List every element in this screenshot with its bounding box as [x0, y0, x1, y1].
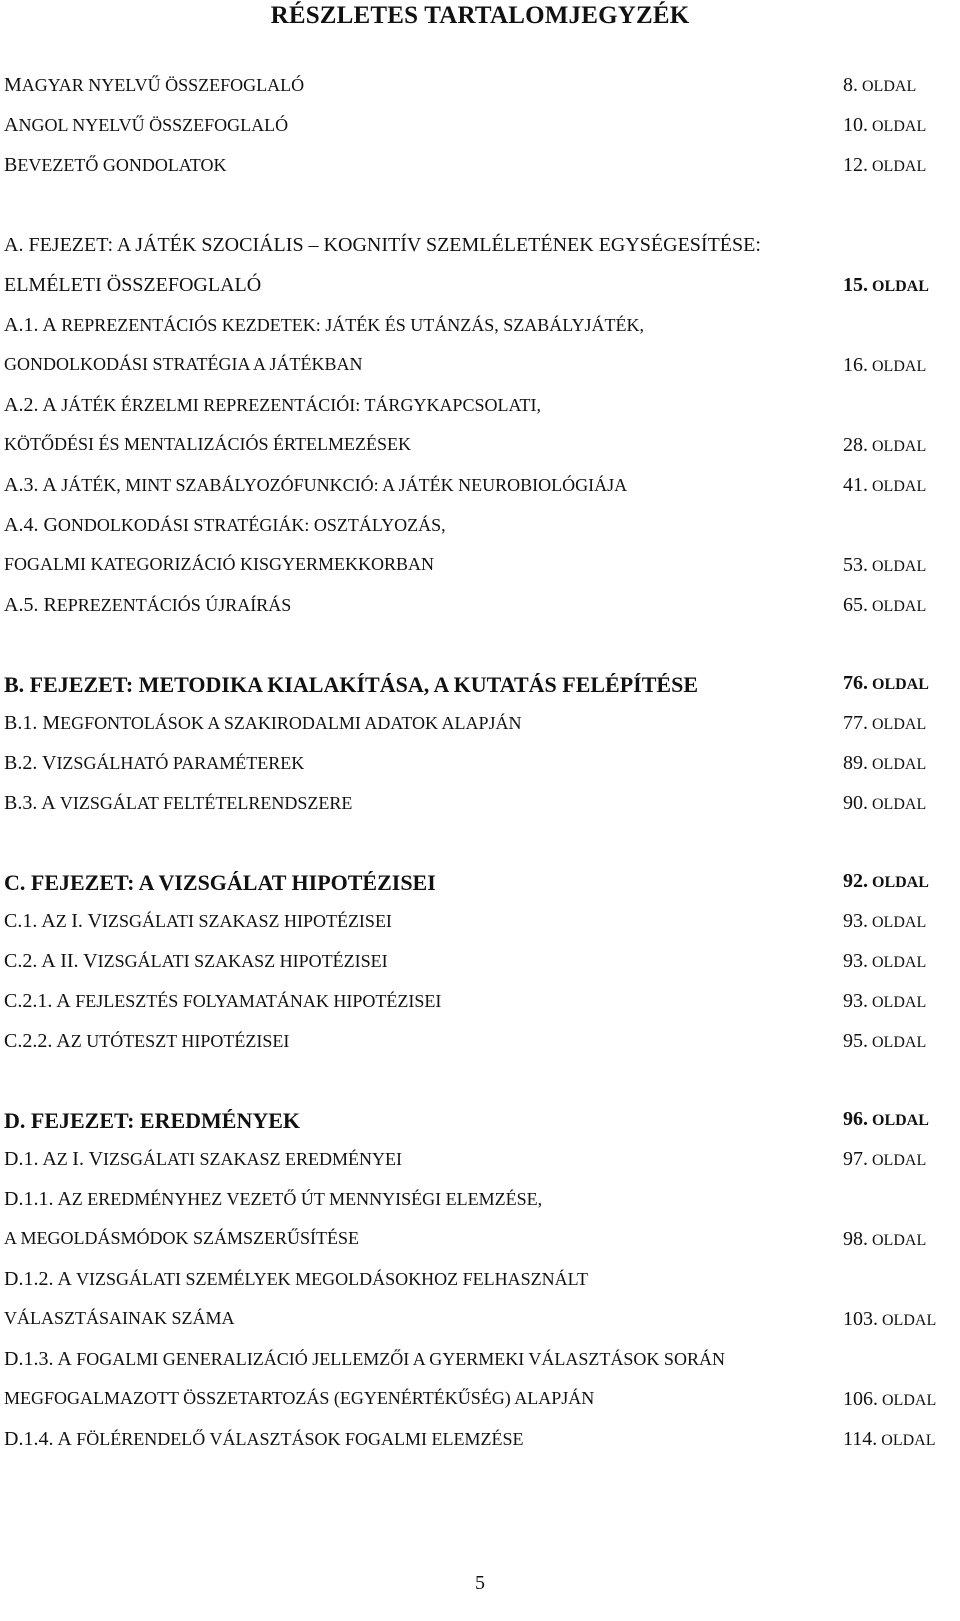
toc-entry-a5[interactable] [4, 594, 927, 626]
toc-entry-d1-1-line1[interactable] [4, 1188, 924, 1220]
toc-entry-label: C.2.2. AZ UTÓTESZT HIPOTÉZISEI [4, 1030, 290, 1052]
toc-entry-c2-2[interactable] [4, 1030, 927, 1062]
toc-entry-label: A.4. GONDOLKODÁSI STRATÉGIÁK: OSZTÁLYOZÁS, [4, 514, 446, 536]
toc-entry-label: KÖTŐDÉSI ÉS MENTALIZÁCIÓS ÉRTELMEZÉSEK [4, 434, 411, 454]
toc-page-ref: 92. OLDAL [843, 870, 929, 892]
toc-chapter-a-line2[interactable] [4, 274, 929, 306]
toc-entry-label: ANGOL NYELVŰ ÖSSZEFOGLALÓ [4, 114, 289, 136]
toc-entry-label: D.1. AZ I. VIZSGÁLATI SZAKASZ EREDMÉNYEI [4, 1148, 403, 1170]
toc-entry-a4-line2[interactable] [4, 554, 927, 586]
toc-page-ref: 96. OLDAL [843, 1108, 929, 1130]
toc-entry-label: ELMÉLETI ÖSSZEFOGLALÓ [4, 274, 262, 296]
toc-entry-d1-2-line1[interactable] [4, 1268, 924, 1300]
toc-page-ref: 8. OLDAL [843, 74, 917, 96]
toc-page-ref: 93. OLDAL [843, 950, 927, 972]
page-number: 5 [475, 1572, 485, 1594]
toc-page-ref: 97. OLDAL [843, 1148, 927, 1170]
toc-entry-label: A.5. REPREZENTÁCIÓS ÚJRAÍRÁS [4, 594, 292, 616]
toc-entry-a1-line2[interactable] [4, 354, 927, 386]
toc-chapter-c[interactable] [4, 870, 929, 902]
toc-chapter-b[interactable] [4, 672, 929, 704]
toc-entry-label: FOGALMI KATEGORIZÁCIÓ KISGYERMEKKORBAN [4, 554, 434, 574]
toc-entry-label: D.1.2. A VIZSGÁLATI SZEMÉLYEK MEGOLDÁSOKHOZ FELHASZNÁLT [4, 1268, 588, 1290]
toc-entry-b1[interactable] [4, 712, 927, 744]
toc-entry-label: A.2. A JÁTÉK ÉRZELMI REPREZENTÁCIÓI: TÁRGYKAPCSOLATI, [4, 394, 541, 416]
toc-page-ref: 93. OLDAL [843, 910, 927, 932]
toc-chapter-a-line1[interactable] [4, 234, 924, 266]
toc-entry-c2-1[interactable] [4, 990, 927, 1022]
toc-entry-label: C.1. AZ I. VIZSGÁLATI SZAKASZ HIPOTÉZISEI [4, 910, 392, 932]
toc-entry-introduction[interactable] [4, 154, 927, 186]
toc-page-ref: 15. OLDAL [843, 274, 929, 296]
toc-entry-label: D.1.1. AZ EREDMÉNYHEZ VEZETŐ ÚT MENNYISÉGI ELEMZÉSE, [4, 1188, 543, 1210]
toc-entry-label: A.1. A REPREZENTÁCIÓS KEZDETEK: JÁTÉK ÉS UTÁNZÁS, SZABÁLYJÁTÉK, [4, 314, 644, 336]
toc-page-ref: 16. OLDAL [843, 354, 927, 376]
toc-entry-magyar-summary[interactable] [4, 74, 924, 106]
toc-entry-label: D.1.4. A FÖLÉRENDELŐ VÁLASZTÁSOK FOGALMI ELEMZÉSE [4, 1428, 524, 1450]
toc-entry-a1-line1[interactable] [4, 314, 924, 346]
toc-entry-label: B.1. MEGFONTOLÁSOK A SZAKIRODALMI ADATOK ALAPJÁN [4, 712, 522, 734]
toc-entry-d1-1-line2[interactable] [4, 1228, 927, 1260]
toc-page-ref: 28. OLDAL [843, 434, 927, 456]
toc-page-ref: 114. OLDAL [843, 1428, 936, 1450]
toc-entry-label: D. FEJEZET: EREDMÉNYEK [4, 1108, 301, 1133]
toc-chapter-d[interactable] [4, 1108, 929, 1140]
toc-page-ref: 103. OLDAL [843, 1308, 937, 1330]
toc-entry-a2-line2[interactable] [4, 434, 927, 466]
toc-entry-d1-3-line2[interactable] [4, 1388, 937, 1420]
toc-page-ref: 10. OLDAL [843, 114, 927, 136]
toc-page-ref: 95. OLDAL [843, 1030, 927, 1052]
toc-entry-d1-2-line2[interactable] [4, 1308, 937, 1340]
toc-entry-label: A MEGOLDÁSMÓDOK SZÁMSZERŰSÍTÉSE [4, 1228, 360, 1248]
toc-entry-label: MEGFOGALMAZOTT ÖSSZETARTOZÁS (EGYENÉRTÉKŰSÉG) ALAPJÁN [4, 1388, 595, 1408]
toc-page-ref: 98. OLDAL [843, 1228, 927, 1250]
toc-page-ref: 53. OLDAL [843, 554, 927, 576]
toc-entry-label: A. FEJEZET: A JÁTÉK SZOCIÁLIS – KOGNITÍV SZEMLÉLETÉNEK EGYSÉGESÍTÉSE: [4, 234, 761, 256]
toc-page-ref: 106. OLDAL [843, 1388, 937, 1410]
toc-entry-label: VÁLASZTÁSAINAK SZÁMA [4, 1308, 235, 1328]
toc-entry-label: B.2. VIZSGÁLHATÓ PARAMÉTEREK [4, 752, 305, 774]
page-title: RÉSZLETES TARTALOMJEGYZÉK [270, 2, 690, 29]
toc-page-ref: 89. OLDAL [843, 752, 927, 774]
toc-entry-label: C.2. A II. VIZSGÁLATI SZAKASZ HIPOTÉZISEI [4, 950, 388, 972]
toc-page-ref: 76. OLDAL [843, 672, 929, 694]
toc-entry-a2-line1[interactable] [4, 394, 924, 426]
toc-entry-label: GONDOLKODÁSI STRATÉGIA A JÁTÉKBAN [4, 354, 363, 374]
toc-page-ref: 12. OLDAL [843, 154, 927, 176]
toc-entry-label: B. FEJEZET: METODIKA KIALAKÍTÁSA, A KUTATÁS FELÉPÍTÉSE [4, 672, 698, 697]
toc-entry-label: MAGYAR NYELVŰ ÖSSZEFOGLALÓ [4, 74, 305, 96]
toc-entry-a4-line1[interactable] [4, 514, 924, 546]
toc-entry-b2[interactable] [4, 752, 927, 784]
toc-entry-d1-4[interactable] [4, 1428, 936, 1460]
toc-page-ref: 90. OLDAL [843, 792, 927, 814]
toc-entry-label: C. FEJEZET: A VIZSGÁLAT HIPOTÉZISEI [4, 870, 436, 895]
toc-page-ref: 93. OLDAL [843, 990, 927, 1012]
toc-entry-label: A.3. A JÁTÉK, MINT SZABÁLYOZÓFUNKCIÓ: A JÁTÉK NEUROBIOLÓGIÁJA [4, 474, 628, 496]
toc-entry-d1-3-line1[interactable] [4, 1348, 924, 1380]
toc-entry-label: BEVEZETŐ GONDOLATOK [4, 154, 227, 176]
toc-page-ref: 41. OLDAL [843, 474, 927, 496]
toc-entry-c2[interactable] [4, 950, 927, 982]
toc-entry-label: C.2.1. A FEJLESZTÉS FOLYAMATÁNAK HIPOTÉZISEI [4, 990, 442, 1012]
toc-entry-label: B.3. A VIZSGÁLAT FELTÉTELRENDSZERE [4, 792, 353, 814]
toc-entry-d1[interactable] [4, 1148, 927, 1180]
toc-page-ref: 65. OLDAL [843, 594, 927, 616]
toc-entry-c1[interactable] [4, 910, 927, 942]
toc-entry-label: D.1.3. A FOGALMI GENERALIZÁCIÓ JELLEMZŐI A GYERMEKI VÁLASZTÁSOK SORÁN [4, 1348, 725, 1370]
toc-entry-english-summary[interactable] [4, 114, 927, 146]
toc-page-ref: 77. OLDAL [843, 712, 927, 734]
toc-entry-a3[interactable] [4, 474, 927, 506]
toc-entry-b3[interactable] [4, 792, 927, 824]
